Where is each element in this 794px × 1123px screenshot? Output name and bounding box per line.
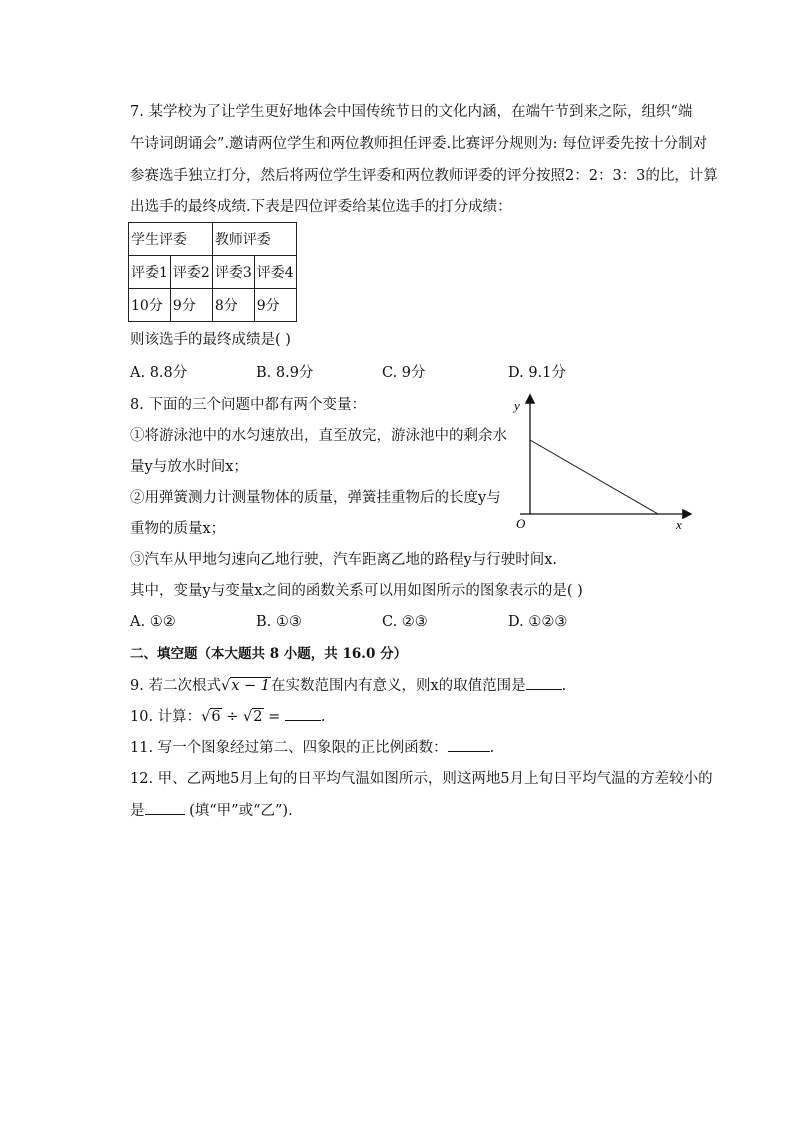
q8-item-1a: ①将游泳池中的水匀速放出，直至放完，游泳池中的剩余水 <box>130 428 507 444</box>
q10-end: . <box>320 709 326 725</box>
table-row <box>129 289 297 322</box>
q10-prefix: 10. 计算： <box>130 709 202 725</box>
answer-blank[interactable] <box>285 706 321 721</box>
q10-equals: = <box>263 709 285 725</box>
q8-question: 其中，变量y与变量x之间的函数关系可以用如图所示的图象表示的是( ) <box>130 583 583 599</box>
sqrt-symbol: √2 <box>243 709 263 725</box>
x-axis-label: x <box>676 517 682 532</box>
judge-cell: 评委4 <box>254 256 296 289</box>
q10-line <box>130 706 326 727</box>
q10-radicand-2: 2 <box>253 709 263 725</box>
q8-item-2b: 重物的质量x； <box>130 521 226 537</box>
q7-option-c[interactable]: C. 9分 <box>382 365 426 381</box>
q8-option-b[interactable]: B. ①③ <box>256 614 302 630</box>
q9-radicand: x − 1 <box>231 678 270 694</box>
q12-line-2 <box>130 800 293 821</box>
q7-line-4: 出选手的最终成绩.下表是四位评委给某位选手的打分成绩： <box>130 199 512 215</box>
q7-option-a[interactable]: A. 8.8分 <box>130 365 188 381</box>
student-judges-header: 学生评委 <box>129 223 213 256</box>
score-table <box>128 222 297 322</box>
q10-divide: ÷ <box>221 709 244 725</box>
q8-item-3: ③汽车从甲地匀速向乙地行驶，汽车距离乙地的路程y与行驶时间x. <box>130 552 557 568</box>
section-heading: 二、填空题（本大题共 8 小题，共 16.0 分） <box>130 646 408 662</box>
q11-text: 11. 写一个图象经过第二、四象限的正比例函数： <box>130 740 448 756</box>
q8-option-d[interactable]: D. ①②③ <box>508 614 568 630</box>
judge-cell: 评委2 <box>170 256 212 289</box>
q7-line-3: 参赛选手独立打分，然后将两位学生评委和两位教师评委的评分按照2：2：3：3的比，计算 <box>130 168 718 184</box>
y-axis-label: y <box>514 398 520 413</box>
score-cell: 9分 <box>170 289 212 322</box>
teacher-judges-header: 教师评委 <box>212 223 296 256</box>
q10-radicand-1: 6 <box>211 709 221 725</box>
q12-suffix: (填“甲”或“乙”). <box>184 803 293 819</box>
q9-suffix: 在实数范围内有意义，则x的取值范围是 <box>270 678 526 694</box>
judge-cell: 评委1 <box>129 256 171 289</box>
answer-blank[interactable] <box>526 675 562 690</box>
q8-option-c[interactable]: C. ②③ <box>382 614 428 630</box>
table-row <box>129 256 297 289</box>
sqrt-symbol: √6 <box>201 709 221 725</box>
q11-line <box>130 737 494 758</box>
q8-option-a[interactable]: A. ①② <box>130 614 176 630</box>
q7-option-b[interactable]: B. 8.9分 <box>256 365 314 381</box>
score-cell: 10分 <box>129 289 171 322</box>
q7-question: 则该选手的最终成绩是( ) <box>130 332 291 348</box>
q7-option-d[interactable]: D. 9.1分 <box>508 365 566 381</box>
q9-end: . <box>561 678 567 694</box>
q8-item-2a: ②用弹簧测力计测量物体的质量，弹簧挂重物后的长度y与 <box>130 490 501 506</box>
decreasing-line <box>530 440 658 514</box>
table-row <box>129 223 297 256</box>
q11-end: . <box>489 740 495 756</box>
q9-line <box>130 675 566 696</box>
q9-prefix: 9. 若二次根式 <box>130 678 221 694</box>
q12-prefix: 是 <box>130 803 145 819</box>
q7-line-1: 7. 某学校为了让学生更好地体会中国传统节日的文化内涵，在端午节到来之际，组织“端 <box>130 104 693 120</box>
score-cell: 8分 <box>212 289 254 322</box>
answer-blank[interactable] <box>448 737 490 752</box>
q12-line-1: 12. 甲、乙两地5月上旬的日平均气温如图所示，则这两地5月上旬日平均气温的方差较小的 <box>130 771 713 787</box>
linear-graph-figure <box>510 392 700 532</box>
q8-item-1b: 量y与放水时间x； <box>130 459 248 475</box>
q8-line-1: 8. 下面的三个问题中都有两个变量： <box>130 397 366 413</box>
answer-blank[interactable] <box>145 800 185 815</box>
sqrt-symbol: √x − 1 <box>220 678 270 694</box>
judge-cell: 评委3 <box>212 256 254 289</box>
q7-line-2: 午诗词朗诵会”.邀请两位学生和两位教师担任评委.比赛评分规则为: 每位评委先按十分制对 <box>130 136 708 152</box>
origin-label: O <box>516 516 526 531</box>
score-cell: 9分 <box>254 289 296 322</box>
